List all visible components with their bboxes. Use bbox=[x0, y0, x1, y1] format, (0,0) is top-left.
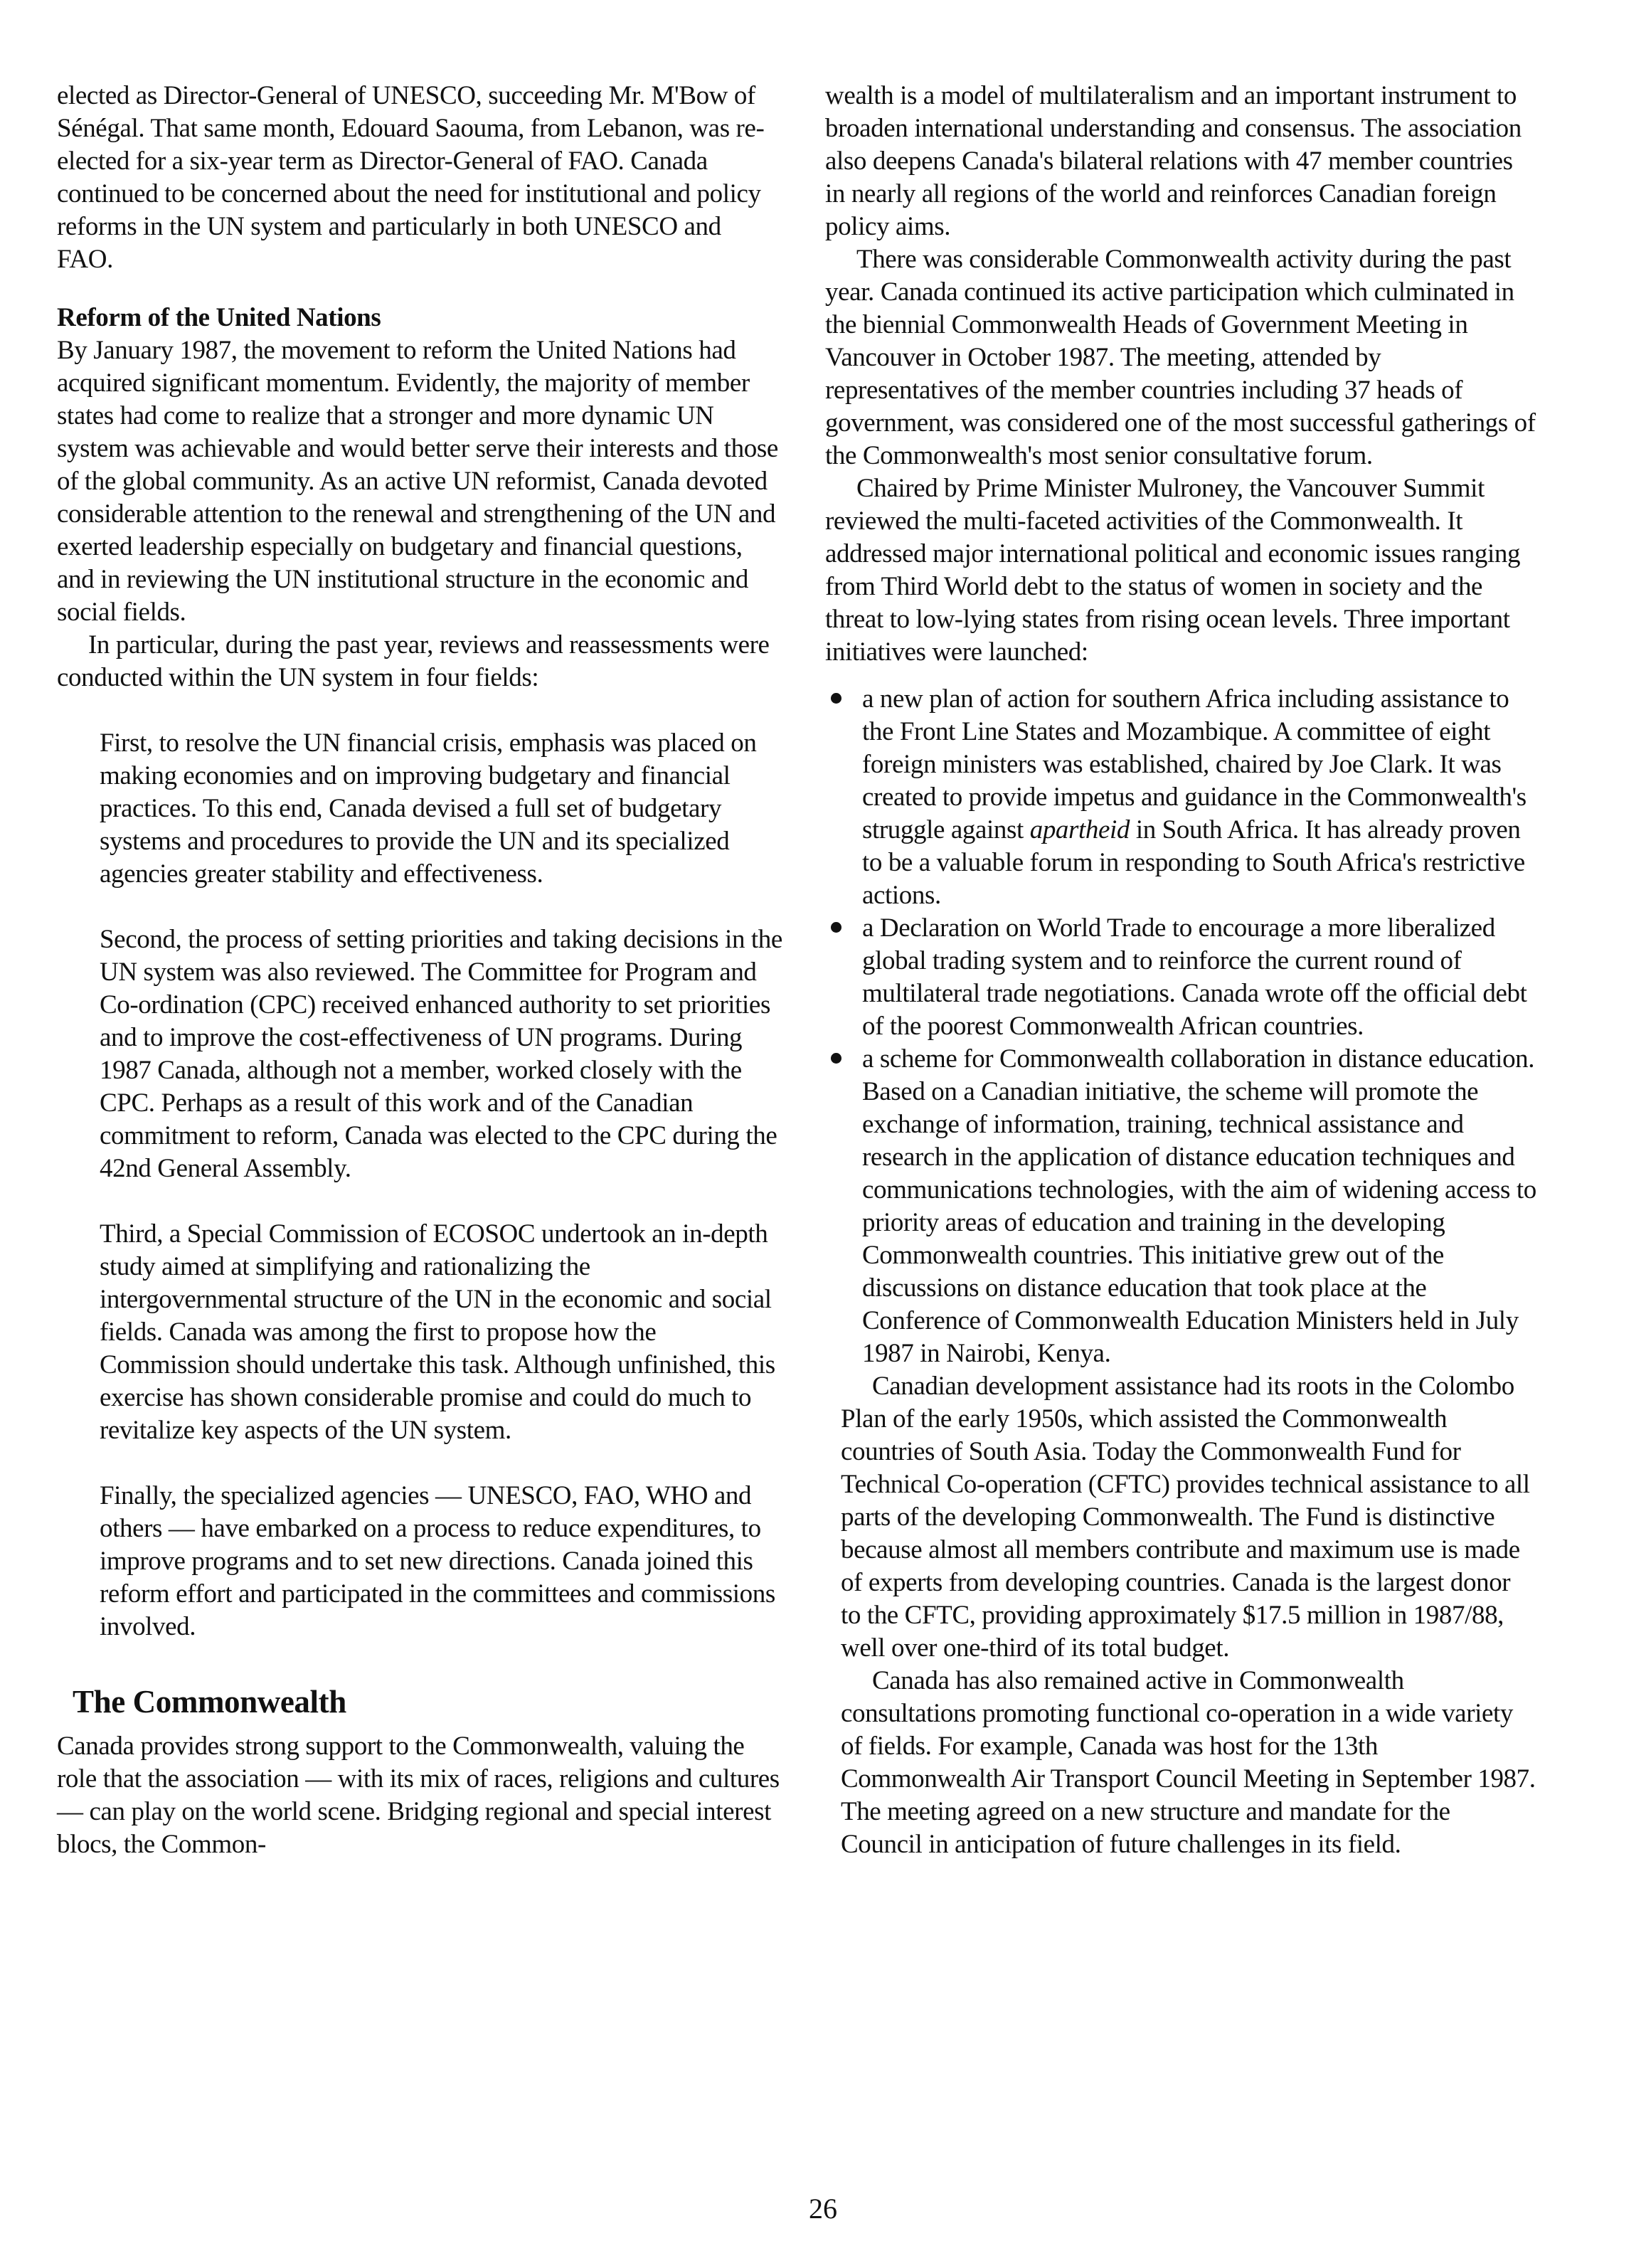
development-paragraph: Canadian development assistance had its roots in the Colombo Plan of the early 1950s, which assisted the Commonwealth countries of South Asia. Today the Commonwealth Fund for Technical Co-operation (CFTC) provides technical assistance to all parts of the developing Commonwealth. The Fund is distinctive because almost all members contribute and maximum use is made of experts from developing countries. Canada is the largest donor to the CFTC, providing approximately $17.5 million in 1987/88, well over one-third of its total budget. bbox=[841, 1372, 1530, 1663]
initiative-1-text-end: in South Africa. It has already proven to be a valuable forum in responding to South Africa's restrictive actions. bbox=[862, 815, 1525, 910]
commonwealth-title: The Commonwealth bbox=[73, 1684, 346, 1719]
reform-heading: Reform of the United Nations bbox=[57, 303, 381, 332]
field-third: Third, a Special Commission of ECOSOC undertook an in-depth study aimed at simplifying and rationalizing the intergovernmental structure of the UN in the economic and social fields. Canada was among the first to propose how the Commission should undertake this task. Although unfinished, this exercise has shown considerable promise and could do much to revitalize key aspects of the UN system. bbox=[100, 1219, 775, 1445]
consultations-paragraph: Canada has also remained active in Commonwealth consultations promoting functional co-operation in a wide variety of fields. For example, Canada was host for the 13th Commonwealth Air Transport Council Meeting in September 1987. The meeting agreed on a new structure and mandate for the Council in anticipation of future challenges in its field. bbox=[841, 1666, 1536, 1859]
post-list-section bbox=[825, 1370, 1536, 1861]
reform-paragraph-2: In particular, during the past year, reviews and reassessments were conducted within the UN system in four fields: bbox=[57, 630, 770, 692]
bullet-icon bbox=[831, 922, 841, 933]
field-first: First, to resolve the UN financial crisis, emphasis was placed on making economies and on improving budgetary and financial practices. To this end, Canada devised a full set of budgetary systems and procedures to provide the UN and its specialized agencies greater stability and effectiveness. bbox=[100, 728, 757, 889]
initiative-1-italic: apartheid bbox=[1029, 815, 1130, 844]
initiatives-list bbox=[825, 683, 1536, 1370]
field-second: Second, the process of setting priorities and taking decisions in the UN system was also reviewed. The Committee for Program and Co-ordination (CPC) received enhanced authority to set priorities and to improve the cost-effectiveness of UN programs. During 1987 Canada, although not a member, worked closely with the CPC. Perhaps as a result of this work and of the Canadian commitment to reform, Canada was elected to the CPC during the 42nd General Assembly. bbox=[100, 925, 782, 1183]
left-column bbox=[57, 80, 782, 1861]
activity-paragraph: There was considerable Commonwealth activity during the past year. Canada continued its active participation which culminated in the biennial Commonwealth Heads of Government Meeting in Vancouver in October 1987. The meeting, attended by representatives of the member countries including 37 heads of government, was considered one of the most successful gatherings of the Commonwealth's most senior consultative forum. bbox=[825, 245, 1536, 470]
initiative-1-text: a new plan of action for southern Africa including assistance to the Front Line States and Mozambique. A committee of eight foreign ministers was established, chaired by Joe Clark. It was created to provide impetus and guidance in the Commonwealth's struggle against bbox=[862, 684, 1526, 844]
summit-paragraph: Chaired by Prime Minister Mulroney, the Vancouver Summit reviewed the multi-faceted activities of the Commonwealth. It addressed major international political and economic issues ranging from Third World debt to the status of women in society and the threat to low-lying states from rising ocean levels. Three important initiatives were launched: bbox=[825, 474, 1521, 667]
right-column bbox=[825, 80, 1536, 1861]
initiative-distance-education bbox=[825, 1043, 1536, 1370]
initiative-2-text: a Declaration on World Trade to encourage a more liberalized global trading system and to reinforce the current round of multilateral trade negotiations. Canada wrote off the official debt of the poorest Commonwealth African countries. bbox=[862, 913, 1527, 1041]
field-finally: Finally, the specialized agencies — UNESCO, FAO, WHO and others — have embarked on a process to reduce expenditures, to improve programs and to set new directions. Canada joined this reform effort and participated in the committees and commissions involved. bbox=[100, 1481, 775, 1641]
bullet-icon bbox=[831, 693, 841, 704]
intro-paragraph: elected as Director-General of UNESCO, succeeding Mr. M'Bow of Sénégal. That same month, Edouard Saouma, from Lebanon, was re-elected for a six-year term as Director-General of FAO. Canada continued to be concerned about the need for institutional and policy reforms in the UN system and particularly in both UNESCO and FAO. bbox=[57, 81, 765, 274]
initiative-southern-africa bbox=[825, 683, 1536, 912]
initiative-3-text: a scheme for Commonwealth collaboration in distance education. Based on a Canadian initiative, the scheme will promote the exchange of information, training, technical assistance and research in the application of distance education techniques and communications technologies, with the aim of widening access to priority areas of education and training in the developing Commonwealth countries. This initiative grew out of the discussions on distance education that took place at the Conference of Commonwealth Education Ministers held in July 1987 in Nairobi, Kenya. bbox=[862, 1044, 1536, 1368]
reform-paragraph-1: By January 1987, the movement to reform the United Nations had acquired significant momentum. Evidently, the majority of member states had come to realize that a stronger and more dynamic UN system was achievable and would better serve their interests and those of the global community. As an active UN reformist, Canada devoted considerable attention to the renewal and strengthening of the UN and exerted leadership especially on budgetary and financial questions, and in reviewing the UN institutional structure in the economic and social fields. bbox=[57, 336, 778, 627]
page-number: 26 bbox=[809, 2193, 837, 2225]
commonwealth-paragraph: Canada provides strong support to the Commonwealth, valuing the role that the association — with its mix of races, religions and cultures — can play on the world scene. Bridging regional and special interest blocs, the Common- bbox=[57, 1732, 780, 1859]
initiative-world-trade bbox=[825, 912, 1536, 1043]
bullet-icon bbox=[831, 1053, 841, 1064]
commonwealth-continuation: wealth is a model of multilateralism and an important instrument to broaden international understanding and consensus. The association also deepens Canada's bilateral relations with 47 member countries in nearly all regions of the world and reinforces Canadian foreign policy aims. bbox=[825, 81, 1522, 241]
